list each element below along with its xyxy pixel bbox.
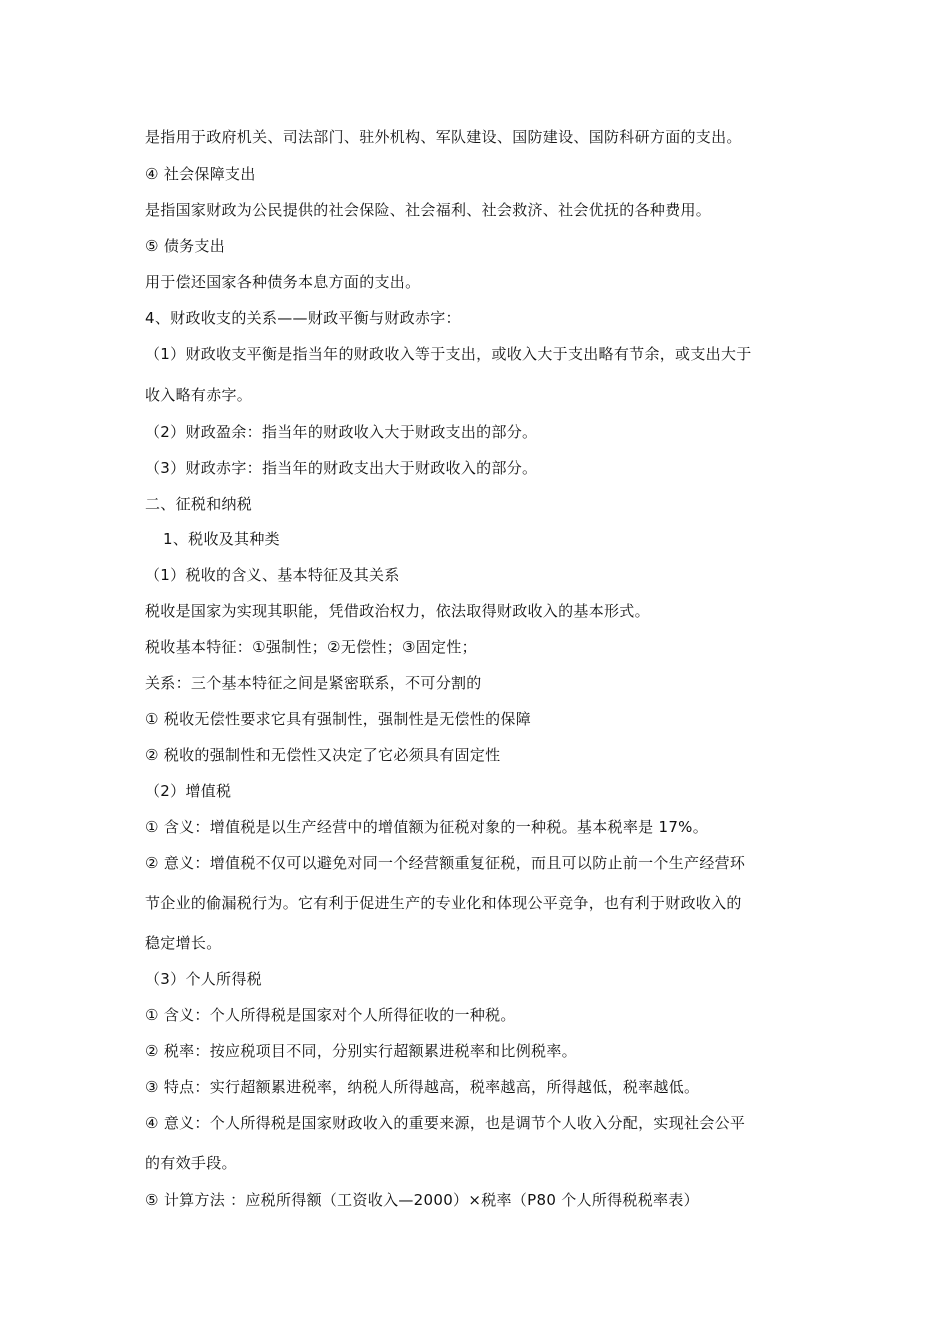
section-heading: 二、征税和纳税	[145, 495, 253, 513]
text-line: ② 意义：增值税不仅可以避免对同一个经营额重复征税，而且可以防止前一个生产经营环	[145, 854, 746, 872]
text-line: 是指国家财政为公民提供的社会保险、社会福利、社会救济、社会优抚的各种费用。	[145, 201, 712, 219]
text-line: 稳定增长。	[145, 934, 222, 952]
text-line: 关系：三个基本特征之间是紧密联系，不可分割的	[145, 674, 482, 692]
text-line: ③ 特点：实行超额累进税率，纳税人所得越高，税率越高，所得越低，税率越低。	[145, 1078, 700, 1096]
text-line: 用于偿还国家各种债务本息方面的支出。	[145, 273, 421, 291]
text-line: ① 税收无偿性要求它具有强制性，强制性是无偿性的保障	[145, 710, 532, 728]
text-line: 收入略有赤字。	[145, 386, 253, 404]
subsection-heading: 1、税收及其种类	[163, 530, 280, 548]
text-line: ② 税收的强制性和无偿性又决定了它必须具有固定性	[145, 746, 501, 764]
text-line: 是指用于政府机关、司法部门、驻外机构、军队建设、国防建设、国防科研方面的支出。	[145, 128, 742, 146]
text-line: ④ 意义：个人所得税是国家财政收入的重要来源，也是调节个人收入分配，实现社会公平	[145, 1114, 746, 1132]
text-line: （2）增值税	[145, 782, 232, 800]
text-line: ① 含义：个人所得税是国家对个人所得征收的一种税。	[145, 1006, 516, 1024]
text-line: （1）税收的含义、基本特征及其关系	[145, 566, 400, 584]
section-heading: 4、财政收支的关系——财政平衡与财政赤字：	[145, 309, 461, 327]
text-line: （3）个人所得税	[145, 970, 262, 988]
text-line: 税收是国家为实现其职能，凭借政治权力，依法取得财政收入的基本形式。	[145, 602, 650, 620]
text-line: （3）财政赤字：指当年的财政支出大于财政收入的部分。	[145, 459, 538, 477]
text-line: 的有效手段。	[145, 1154, 237, 1172]
text-line: （2）财政盈余：指当年的财政收入大于财政支出的部分。	[145, 423, 538, 441]
text-line: ① 含义：增值税是以生产经营中的增值额为征税对象的一种税。基本税率是 17%。	[145, 818, 709, 836]
text-line: 节企业的偷漏税行为。它有利于促进生产的专业化和体现公平竞争，也有利于财政收入的	[145, 894, 742, 912]
text-line: ② 税率：按应税项目不同，分别实行超额累进税率和比例税率。	[145, 1042, 577, 1060]
text-line: （1）财政收支平衡是指当年的财政收入等于支出，或收入大于支出略有节余，或支出大于	[145, 345, 752, 363]
text-line: ⑤ 计算方法 ：应税所得额（工资收入—2000）×税率（P80 个人所得税税率表）	[145, 1191, 699, 1209]
text-line: ⑤ 债务支出	[145, 237, 226, 255]
text-line: 税收基本特征：①强制性；②无偿性；③固定性；	[145, 638, 477, 656]
text-line: ④ 社会保障支出	[145, 165, 256, 183]
